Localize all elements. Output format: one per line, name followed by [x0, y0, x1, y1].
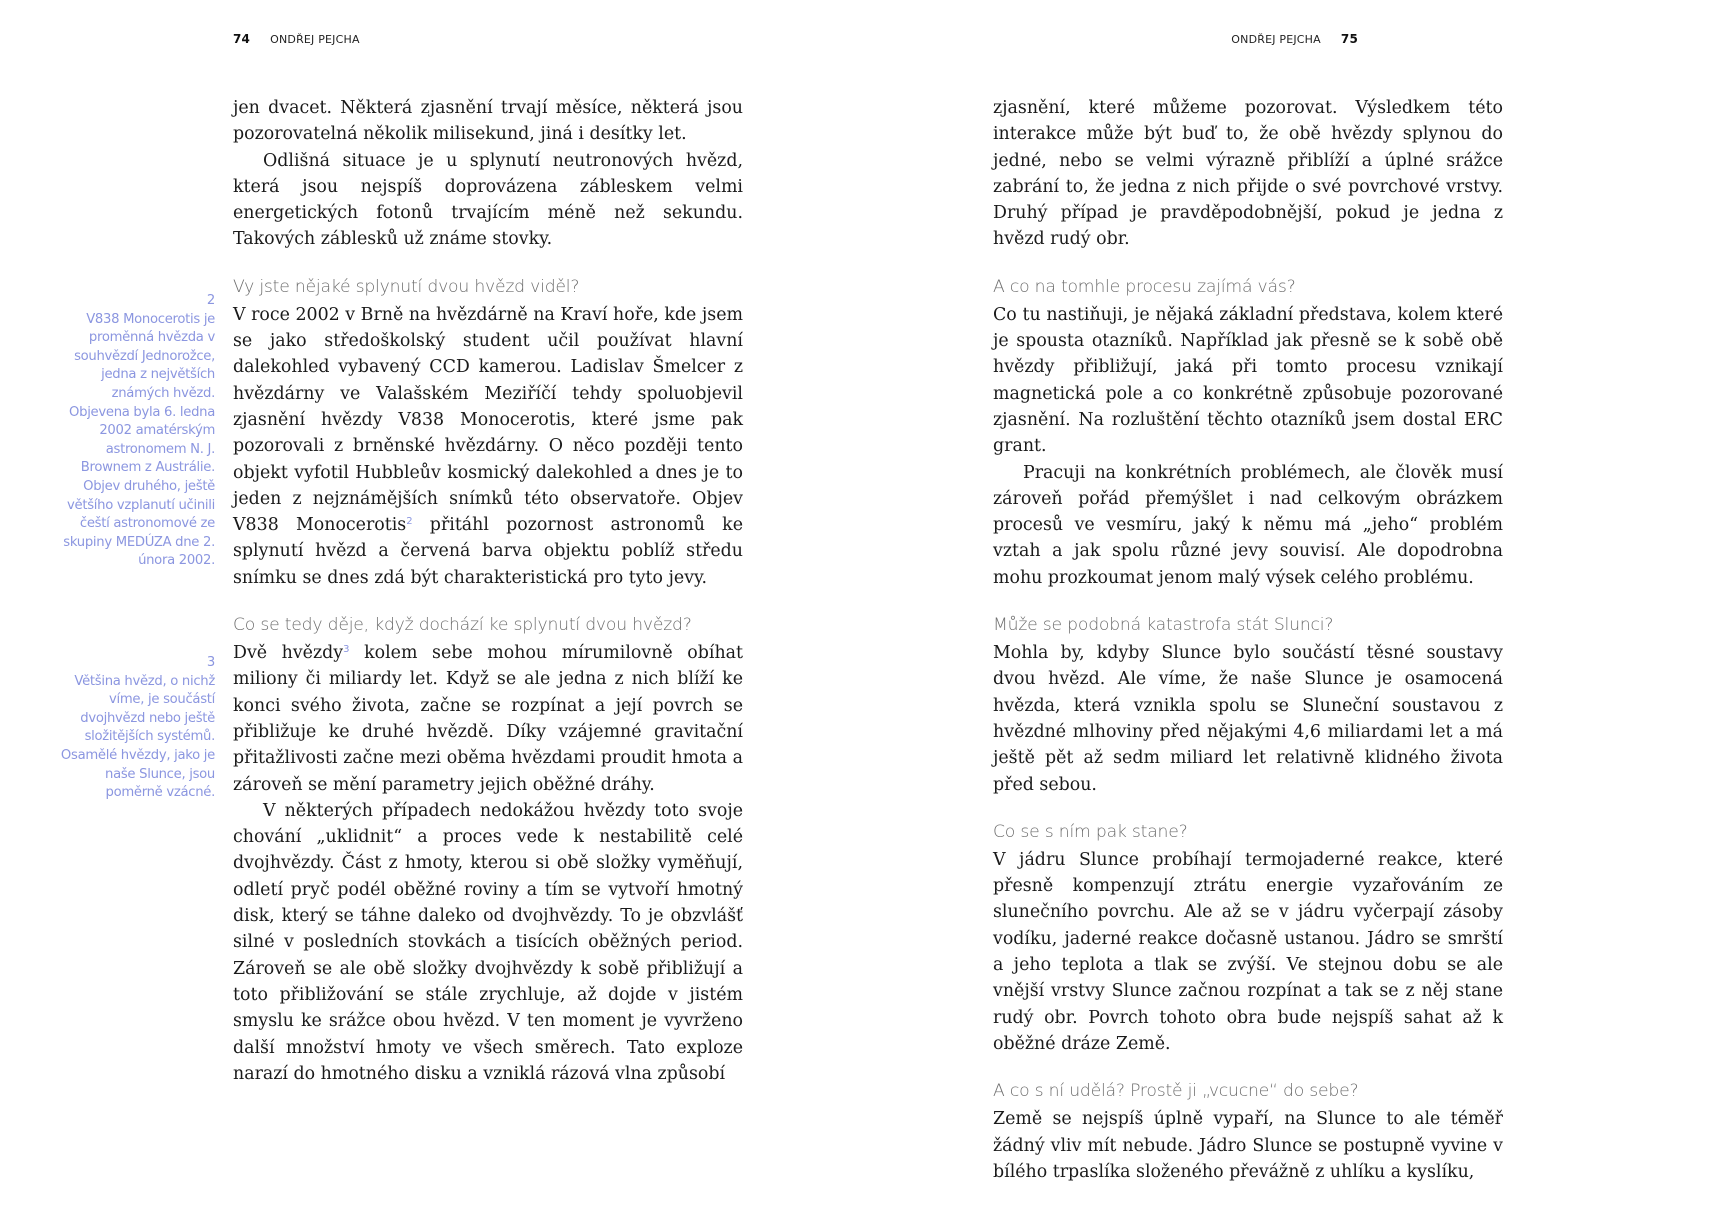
paragraph: Mohla by, kdyby Slunce bylo součástí těsné soustavy dvou hvězd. Ale víme, že naše Slunce je osamocená hvězda, která vznikla spolu se Sluneční soustavou z hvězdné mlhoviny před nějakými 4,6 miliardami let a má ještě pět až sedm miliard let relativně klidného života před sebou.	[993, 643, 1503, 795]
paragraph: zjasnění, které můžeme pozorovat. Výsledkem této interakce může být buď to, že obě hvězdy splynou do jedné, nebo se velmi výrazně přiblíží a úplné srážce zabrání to, že jedna z nich přijde o své povrchové vrstvy. Druhý případ je pravděpodobnější, pokud je jedna z hvězd rudý obr.	[993, 98, 1503, 250]
running-head-right	[1231, 32, 1358, 46]
footnote-ref-3[interactable]: 3	[343, 644, 350, 656]
running-head-left	[233, 32, 360, 46]
paragraph: jen dvacet. Některá zjasnění trvají měsíce, některá jsou pozorovatelná několik milisekund, jiná i desítky let.	[233, 98, 743, 145]
right-page	[856, 0, 1713, 1211]
interview-question: A co s ní udělá? Prostě ji „vcucne“ do sebe?	[993, 1081, 1359, 1102]
text-column-left	[233, 95, 743, 1087]
paragraph-text: V roce 2002 v Brně na hvězdárně na Kraví hoře, kde jsem se jako středoškolský student učil používat hlavní dalekohled vybavený CCD kamerou. Ladislav Šmelcer z hvězdárny ve Valašském Meziříčí tehdy spoluobjevil zjasnění hvězdy V838 Monocerotis, které jsme pak pozorovali z brněnské hvězdárny. O něco později tento objekt vyfotil Hubbleův kosmický dalekohled a dnes je to jeden z nejznámějších snímků této observatoře. Objev V838 Monocerotis	[233, 304, 743, 536]
paragraph-text: Dvě hvězdy	[233, 643, 344, 664]
page-number: 75	[1340, 32, 1358, 46]
paragraph: V některých případech nedokážou hvězdy toto svoje chování „uklidnit“ a proces vede k nestabilitě celé dvojhvězdy. Část z hmoty, kterou si obě složky vyměňují, odletí pryč podél oběžné roviny a tím se vytvoří hmotný disk, který se táhne daleko od dvojhvězdy. To je obzvlášť silné v posledních stovkách a tisících oběžných period. Zároveň se ale obě složky dvojhvězdy k sobě přibližují a toto přibližování se stále zrychluje, až dojde v jistém smyslu ke srážce obou hvězd. V ten moment je vyvrženo další množství hmoty ve všech směrech. Tato exploze narazí do hmotného disku a vzniklá rázová vlna způsobí	[233, 800, 743, 1084]
page-number: 74	[233, 32, 251, 46]
interview-question: A co na tomhle procesu zajímá vás?	[993, 276, 1296, 297]
interview-question: Co se s ním pak stane?	[993, 821, 1188, 842]
paragraph-text: přitáhl pozornost astronomů ke splynutí hvězd a červená barva objektu poblíž středu snímku se dnes zdá být charakteristická pro tyto jevy.	[233, 515, 743, 588]
sidenote-number: 3	[206, 655, 215, 670]
paragraph: Co tu nastiňuji, je nějaká základní představa, kolem které je spousta otazníků. Například jak přesně se k sobě obě hvězdy přibližují, jaká při tomto procesu vznikají magnetická pole a co konkrétně způsobuje pozorované zjasnění. Na rozluštění těchto otazníků jsem dostal ERC grant.	[993, 304, 1503, 457]
paragraph: V jádru Slunce probíhají termojaderné reakce, které přesně kompenzují ztrátu energie vyzařováním ze slunečního povrchu. Ale až se v jádru vyčerpají zásoby vodíku, jaderné reakce dočasně ustanou. Jádro se smrští a jeho teplota a tlak se zvýší. Ve stejnou dobu se ale vnější vrstvy Slunce začnou rozpínat a tak se z něj stane rudý obr. Povrch tohoto obra bude nejspíš sahat až k oběžné dráze Země.	[993, 849, 1503, 1054]
sidenote-2	[50, 292, 215, 571]
interview-question: Co se tedy děje, když dochází ke splynutí dvou hvězd?	[233, 615, 692, 636]
left-page	[0, 0, 856, 1211]
footnote-ref-2[interactable]: 2	[406, 516, 413, 528]
paragraph	[233, 302, 743, 591]
paragraph: Země se nejspíš úplně vypaří, na Slunce to ale téměř žádný vliv mít nebude. Jádro Slunce se postupně vyvine v bílého trpaslíka složeného převážně z uhlíku a kyslíku,	[993, 1109, 1503, 1182]
sidenote-number: 2	[206, 293, 215, 308]
sidenote-text: V838 Monocerotis je proměnná hvězda v souhvězdí Jednorožce, jedna z největších známých hvězd. Objevena byla 6. ledna 2002 amatérským astronomem N. J. Brownem z Austrálie. Objev druhého, ještě většího vzplanutí učinili čeští astronomové ze skupiny MEDÚZA dne 2. února 2002.	[63, 311, 215, 569]
paragraph: Pracuji na konkrétních problémech, ale člověk musí zároveň pořád přemýšlet i nad celkovým obrázkem procesů ve vesmíru, jaký k němu má „jeho“ problém vztah a jak spolu různé jevy souvisí. Ale dopodrobna mohu prozkoumat jenom malý výsek celého problému.	[993, 462, 1503, 588]
author-name: ONDŘEJ PEJCHA	[1231, 33, 1321, 46]
paragraph	[233, 640, 743, 798]
author-name: ONDŘEJ PEJCHA	[270, 33, 360, 46]
sidenote-3	[50, 654, 215, 803]
paragraph: Odlišná situace je u splynutí neutronových hvězd, která jsou nejspíš doprovázena zábleskem velmi energetických fotonů trvajícím méně než sekundu. Takových záblesků už známe stovky.	[233, 150, 743, 250]
interview-question: Vy jste nějaké splynutí dvou hvězd viděl?	[233, 276, 580, 297]
paragraph-text: kolem sebe mohou mírumilovně obíhat miliony či miliardy let. Když se ale jedna z nich blíží ke konci svého života, začne se rozpínat a její povrch se přibližuje ke druhé hvězdě. Díky vzájemné gravitační přitažlivosti začne mezi oběma hvězdami proudit hmota a zároveň se mění parametry jejich oběžné dráhy.	[233, 643, 744, 795]
sidenote-text: Většina hvězd, o nichž víme, je součástí dvojhvězd nebo ještě složitějších systémů. Osamělé hvězdy, jako je naše Slunce, jsou poměrně vzácné.	[60, 673, 215, 801]
text-column-right	[993, 95, 1503, 1185]
interview-question: Může se podobná katastrofa stát Slunci?	[993, 615, 1334, 636]
